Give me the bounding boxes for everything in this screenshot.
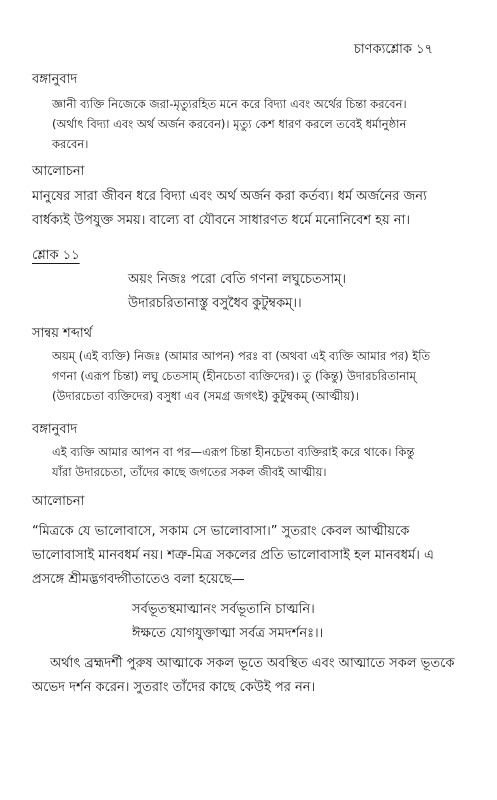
text-line: করবেন। [52,137,89,151]
verse-line: অয়ং নিজঃ পরো বেতি গণনা লঘুচেতসাম্‌। [128,272,347,287]
section-heading: বঙ্গানুবাদ [32,72,78,87]
text-line: “মিত্রকে যে ভালোবাসে, সকাম সে ভালোবাসা।” সুতরাং কেবল আত্মীয়কে [32,524,410,539]
sloka-heading: শ্লোক ১১ [32,248,80,263]
text-line: এই ব্যক্তি আমার আপন বা পর—এরূপ চিন্তা হীনচেতা ব্যক্তিরাই করে থাকে। কিন্তু [52,445,415,459]
translation-paragraph [32,442,470,482]
text-line: (অর্থাৎ বিদ্যা এবং অর্থ অর্জন করবেন)। মৃত্যু কেশ ধারণ করলে তবেই ধর্মানুষ্ঠান [52,117,407,131]
sloka-heading-block [32,246,462,267]
closing-paragraph [32,652,462,700]
text-line: যাঁরা উদারচেতা, তাঁদের কাছে জগতের সকল জীবই আত্মীয়। [52,465,327,479]
section-heading: সান্বয় শব্দার্থ [32,326,93,341]
section-heading: আলোচনা [32,164,85,179]
translation-paragraph [32,94,470,154]
section-heading: বঙ্গানুবাদ [32,422,78,437]
verse-line: উদারচরিতানাস্তু বসুধৈব কুটুম্বকম্‌।। [128,296,302,311]
gita-verse [132,598,462,646]
running-header: চাণক্যশ্লোক ১৭ [353,42,433,57]
discussion-paragraph [32,520,462,592]
anvaya-paragraph [32,346,470,406]
section-translation [32,420,462,441]
text-line: (উদারচেতা ব্যক্তিদের) বসুধা এব (সমগ্র জগৎই) কুটুম্বকম্‌ (আত্মীয়)। [52,389,359,403]
discussion-paragraph [32,185,462,233]
section-heading: আলোচনা [32,494,85,509]
text-line: অর্থাৎ ব্রহ্মদর্শী পুরুষ আত্মাকে সকল ভূতে অবস্থিত এবং আত্মাতে সকল ভূতকে [50,656,455,671]
text-line: বার্ধক্যই উপযুক্ত সময়। বাল্যে বা যৌবনে সাধারণত ধর্মে মনোনিবেশ হয় না। [32,213,410,228]
text-line: অয়ম্‌ (এই ব্যক্তি) নিজঃ (আমার আপন) পরঃ বা (অথবা এই ব্যক্তি আমার পর) ইতি [52,349,431,363]
text-line: মানুষের সারা জীবন ধরে বিদ্যা এবং অর্থ অর্জন করা কর্তব্য। ধর্ম অর্জনের জন্য [32,189,427,204]
verse-line: ঈক্ষতে যোগযুক্তাত্মা সর্বত্র সমদর্শনঃ।। [132,626,324,641]
text-line: অভেদ দর্শন করেন। সুতরাং তাঁদের কাছে কেউই পর নন। [32,680,316,695]
section-discussion-previous [32,162,462,233]
verse-line: সর্বভূতস্থমাত্মানং সর্বভূতানি চাত্মনি। [132,602,315,617]
text-line: গণনা (এরূপ চিন্তা) লঘু চেতসাম্‌ (হীনচেতা ব্যক্তিদের)। তু (কিন্তু) উদারচরিতানাম্‌ [52,369,416,383]
text-line: প্রসঙ্গে শ্রীমদ্ভগবদ্গীতাতেও বলা হয়েছে— [32,572,245,587]
section-translation-previous [32,70,462,91]
text-line: ভালোবাসাই মানবধর্ম নয়। শত্রু-মিত্র সকলের প্রতি ভালোবাসাই হল মানবধর্ম। এ [32,548,434,563]
sloka-verse [128,268,458,316]
section-discussion [32,492,462,513]
section-anvaya [32,324,462,345]
text-line: জ্ঞানী ব্যক্তি নিজেকে জরা-মৃত্যুরহিত মনে করে বিদ্যা এবং অর্থের চিন্তা করবেন। [52,97,407,111]
